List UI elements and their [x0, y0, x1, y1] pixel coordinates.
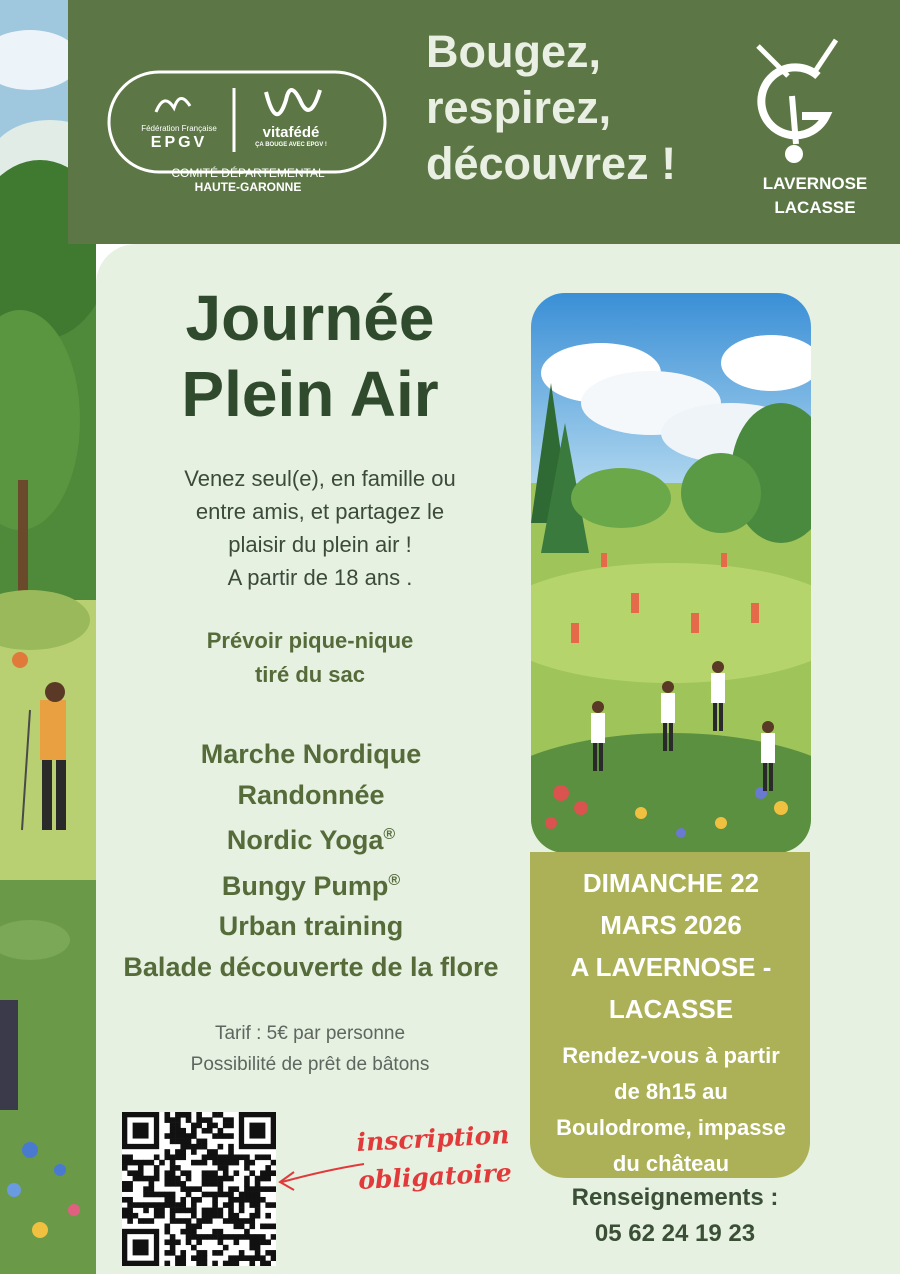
activity-label: Nordic Yoga: [226, 825, 384, 855]
picnic-note: [130, 624, 490, 692]
activity-list: [96, 734, 526, 987]
contact-info: [520, 1180, 830, 1252]
club-name: [740, 172, 890, 220]
activity-item: [96, 861, 526, 907]
activity-item: Urban training: [218, 911, 404, 941]
picnic-line: tiré du sac: [254, 662, 366, 687]
meeting-line: de 8h15 au: [614, 1079, 728, 1104]
club-name-line: LACASSE: [774, 198, 856, 217]
date-line: DIMANCHE 22: [582, 868, 760, 898]
vitafede-text: vitafédé: [262, 124, 320, 141]
picnic-line: Prévoir pique-nique: [206, 628, 414, 653]
outdoor-activity-illustration: [531, 293, 811, 853]
activity-item: Marche Nordique: [200, 739, 422, 769]
contact-label: Renseignements :: [571, 1184, 779, 1211]
activity-label: Bungy Pump: [221, 870, 389, 901]
intro-line: Venez seul(e), en famille ou: [184, 466, 456, 491]
date-line: MARS 2026: [600, 910, 742, 940]
date-line: LACASSE: [608, 994, 734, 1024]
slogan-line: Bougez,: [426, 26, 601, 77]
club-logo: [748, 36, 848, 172]
event-title-line: Journée: [185, 282, 435, 354]
meeting-point: [526, 1038, 816, 1182]
epgv-text: EPGV: [150, 134, 208, 151]
intro-line: A partir de 18 ans .: [227, 565, 413, 590]
intro-line: entre amis, et partagez le: [195, 499, 445, 524]
event-intro: [130, 462, 510, 594]
slogan-line: découvrez !: [426, 138, 677, 189]
meeting-line: Boulodrome, impasse: [556, 1115, 786, 1140]
pricing-info: [130, 1018, 490, 1080]
slogan-line: respirez,: [426, 82, 612, 133]
pricing-line: Tarif : 5€ par personne: [214, 1023, 406, 1044]
phone-number[interactable]: 05 62 24 19 23: [594, 1220, 756, 1247]
club-name-line: LAVERNOSE: [762, 174, 868, 193]
committee-text: COMITÉ DÉPARTEMENTAL: [171, 166, 325, 180]
inscription-line: obligatoire: [357, 1157, 513, 1195]
meeting-line: Rendez-vous à partir: [562, 1043, 780, 1068]
slogan: [426, 24, 746, 192]
qr-code[interactable]: [122, 1112, 276, 1266]
event-date-location: [531, 862, 811, 1030]
federation-logo: [106, 62, 390, 192]
pricing-line: Possibilité de prêt de bâtons: [190, 1054, 430, 1075]
date-line: A LAVERNOSE -: [570, 952, 772, 982]
event-title: [120, 280, 500, 432]
federation-small-text: Fédération Française: [141, 124, 217, 133]
registration-required-note: [344, 1115, 524, 1200]
region-text: HAUTE-GARONNE: [194, 180, 302, 194]
activity-item: Randonnée: [237, 779, 385, 810]
meeting-line: du château: [612, 1151, 730, 1176]
registered-mark: ®: [388, 871, 401, 889]
vitafede-subtext: ÇA BOUGE AVEC EPGV !: [255, 142, 327, 148]
intro-line: plaisir du plein air !: [228, 532, 412, 557]
registered-mark: ®: [383, 826, 396, 843]
inscription-line: inscription: [355, 1120, 511, 1158]
event-title-line: Plein Air: [181, 358, 439, 430]
activity-item: [96, 815, 526, 861]
activity-item: Balade découverte de la flore: [123, 951, 499, 982]
